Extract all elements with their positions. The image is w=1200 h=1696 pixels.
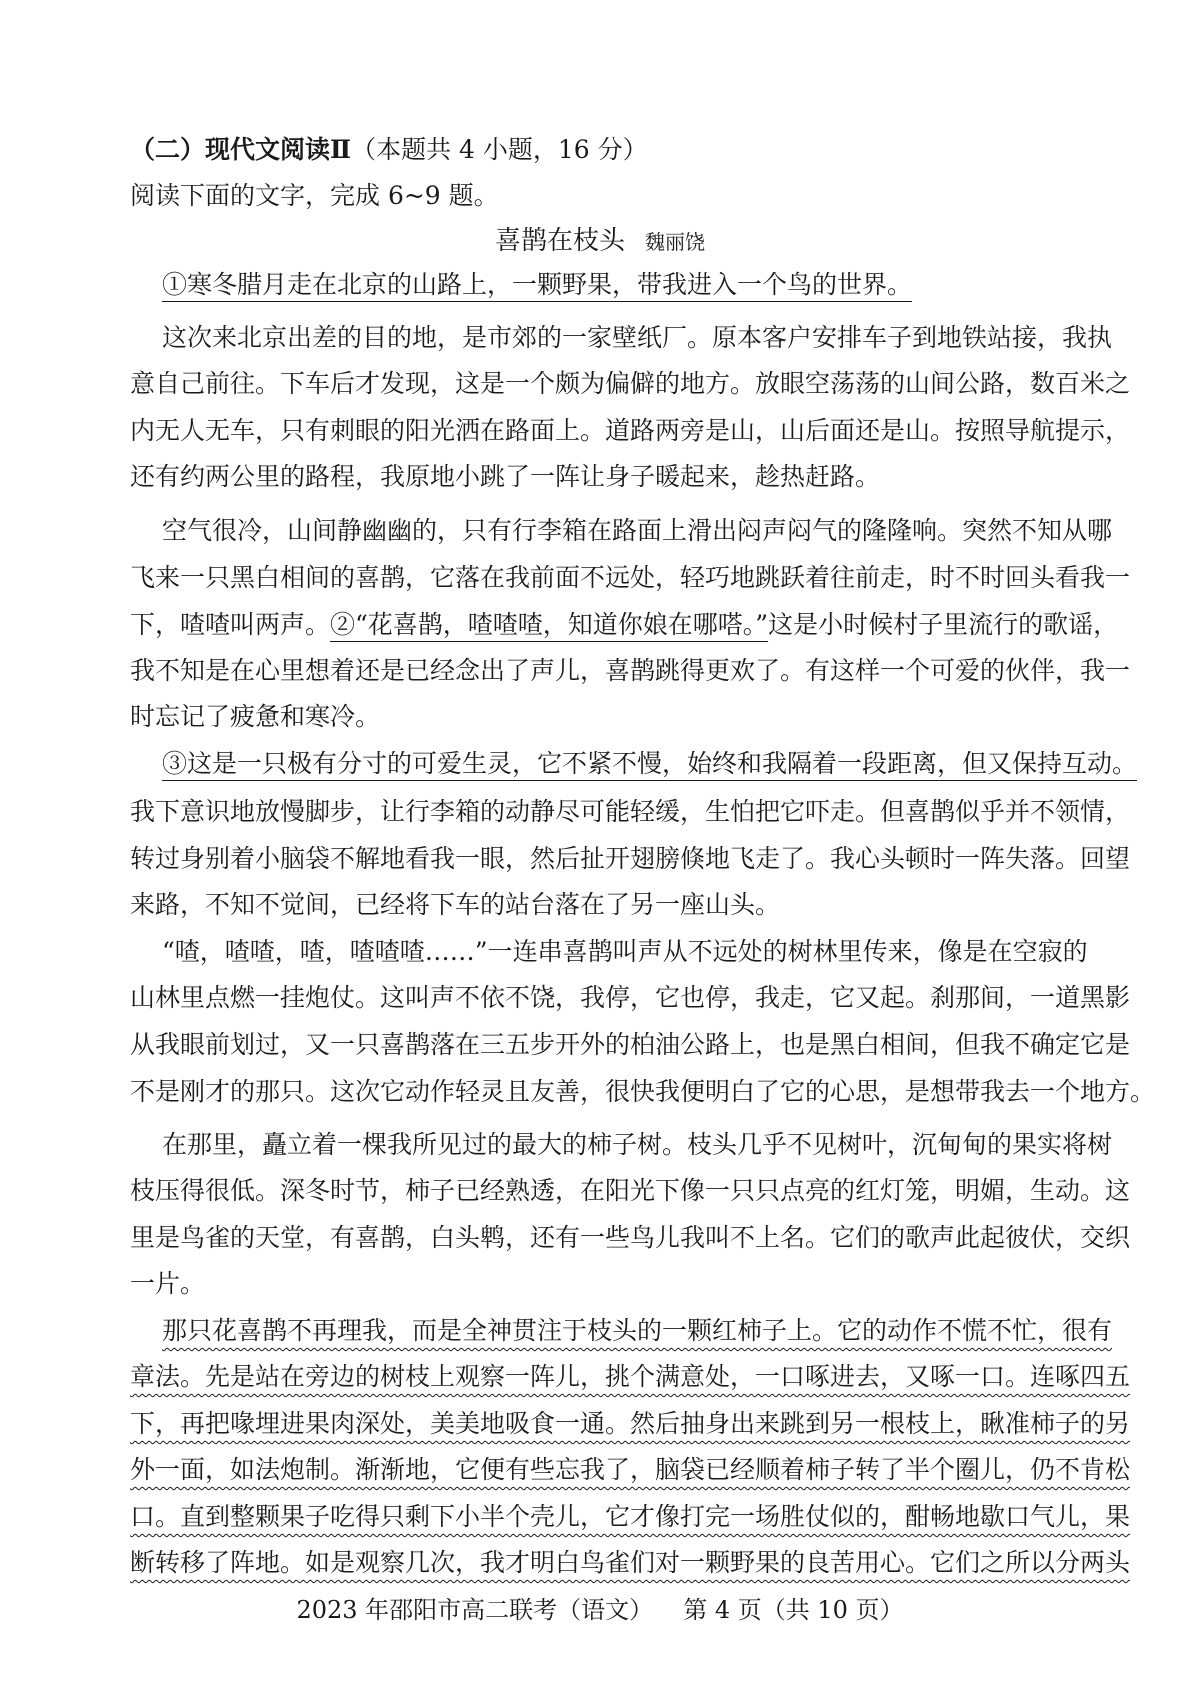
paragraph-line: 在那里，矗立着一棵我所见过的最大的柿子树。枝头几乎不见树叶，沉甸甸的果实将树 bbox=[162, 1130, 1113, 1159]
paragraph-line: “喳，喳喳，喳，喳喳喳……”一连串喜鹊叫声从不远处的树林里传来，像是在空寂的 bbox=[162, 937, 1088, 966]
paragraph-line: 转过身别着小脑袋不解地看我一眼，然后扯开翅膀倏地飞走了。我心头顿时一阵失落。回望 bbox=[130, 844, 1131, 873]
article-author: 魏丽饶 bbox=[645, 230, 705, 254]
underlined-sentence-2: ②“花喜鹊，喳喳喳，知道你娘在哪嗒。” bbox=[330, 610, 769, 639]
paragraph-line bbox=[162, 268, 1070, 302]
wavy-underlined-text: 断转移了阵地。如是观察几次，我才明白鸟雀们对一颗野果的良苦用心。它们之所以分两头 bbox=[130, 1548, 1131, 1577]
section-note: （本题共 4 小题，16 分） bbox=[351, 135, 648, 164]
section-label: （二）现代文阅读Ⅱ bbox=[130, 135, 352, 164]
wavy-underlined-text: 那只花喜鹊不再理我，而是全神贯注于枝头的一颗红柿子上。它的动作不慌不忙，很有 bbox=[162, 1316, 1113, 1345]
paragraph-line: 来路，不知不觉间，已经将下车的站台落在了另一座山头。 bbox=[130, 890, 781, 919]
wavy-paragraph-line bbox=[162, 1314, 1113, 1348]
paragraph-line: 我下意识地放慢脚步，让行李箱的动静尽可能轻缓，生怕把它吓走。但喜鹊似乎并不领情， bbox=[130, 797, 1131, 826]
wavy-underlined-text: 下，再把喙埋进果肉深处，美美地吸食一通。然后抽身出来跳到另一根枝上，瞅准柿子的另 bbox=[130, 1409, 1131, 1438]
text-segment: 下，喳喳叫两声。 bbox=[130, 610, 331, 639]
wavy-underlined-text: 口。直到整颗果子吃得只剩下小半个壳儿，它才像打完一场胜仗似的，酣畅地歇口气儿，果 bbox=[130, 1502, 1131, 1531]
wavy-underlined-text: 章法。先是站在旁边的树枝上观察一阵儿，挑个满意处，一口啄进去，又啄一口。连啄四五 bbox=[130, 1362, 1131, 1391]
paragraph-line: 飞来一只黑白相间的喜鹊，它落在我前面不远处，轻巧地跳跃着往前走，时不时回头看我一 bbox=[130, 563, 1131, 592]
paragraph-line: 山林里点燃一挂炮仗。这叫声不依不饶，我停，它也停，我走，它又起。刹那间，一道黑影 bbox=[130, 983, 1131, 1012]
paragraph-line bbox=[130, 608, 1119, 642]
paragraph-line: 枝压得很低。深冬时节，柿子已经熟透，在阳光下像一只只点亮的红灯笼，明媚，生动。这 bbox=[130, 1176, 1131, 1205]
paragraph-line: 意自己前往。下车后才发现，这是一个颇为偏僻的地方。放眼空荡荡的山间公路，数百米之 bbox=[130, 369, 1131, 398]
article-title-line bbox=[0, 224, 1200, 259]
wavy-paragraph-line bbox=[130, 1360, 1131, 1394]
underlined-sentence-1: ①寒冬腊月走在北京的山路上，一颗野果，带我进入一个鸟的世界。 bbox=[162, 270, 913, 299]
wavy-paragraph-line bbox=[130, 1407, 1131, 1441]
wavy-paragraph-line bbox=[130, 1453, 1131, 1487]
paragraph-line: 不是刚才的那只。这次它动作轻灵且友善，很快我便明白了它的心思，是想带我去一个地方。 bbox=[130, 1077, 1156, 1106]
paragraph-line: 一片。 bbox=[130, 1269, 206, 1298]
wavy-paragraph-line bbox=[130, 1546, 1131, 1580]
text-segment: 这是小时候村子里流行的歌谣， bbox=[768, 610, 1119, 639]
section-heading bbox=[130, 133, 1070, 167]
page-footer bbox=[0, 1594, 1200, 1626]
instruction: 阅读下面的文字，完成 6~9 题。 bbox=[130, 181, 499, 210]
wavy-underlined-text: 外一面，如法炮制。渐渐地，它便有些忘我了，脑袋已经顺着柿子转了半个圈儿，仍不肯松 bbox=[130, 1455, 1131, 1484]
paragraph-line: 空气很冷，山间静幽幽的，只有行李箱在路面上滑出闷声闷气的隆隆响。突然不知从哪 bbox=[162, 516, 1113, 545]
wavy-paragraph-line bbox=[130, 1500, 1131, 1534]
paragraph-line: 时忘记了疲惫和寒冷。 bbox=[130, 702, 381, 731]
paragraph-line: 这次来北京出差的目的地，是市郊的一家壁纸厂。原本客户安排车子到地铁站接，我执 bbox=[162, 323, 1113, 352]
underlined-sentence-3: ③这是一只极有分寸的可爱生灵，它不紧不慢，始终和我隔着一段距离，但又保持互动。 bbox=[162, 749, 1138, 778]
paragraph-line bbox=[162, 747, 1138, 781]
paragraph-line: 我不知是在心里想着还是已经念出了声儿，喜鹊跳得更欢了。有这样一个可爱的伙伴，我一 bbox=[130, 656, 1131, 685]
paragraph-line: 还有约两公里的路程，我原地小跳了一阵让身子暖起来，趁热赶路。 bbox=[130, 462, 881, 491]
paragraph-line: 内无人无车，只有刺眼的阳光洒在路面上。道路两旁是山，山后面还是山。按照导航提示， bbox=[130, 416, 1131, 445]
footer-exam: 2023 年邵阳市高二联考（语文） bbox=[296, 1596, 654, 1624]
paragraph-line: 里是鸟雀的天堂，有喜鹊，白头鹎，还有一些鸟儿我叫不上名。它们的歌声此起彼伏，交织 bbox=[130, 1223, 1131, 1252]
paragraph-line: 从我眼前划过，又一只喜鹊落在三五步开外的柏油公路上，也是黑白相间，但我不确定它是 bbox=[130, 1030, 1131, 1059]
article-title: 喜鹊在枝头 bbox=[494, 226, 625, 256]
footer-page-number: 第 4 页（共 10 页） bbox=[683, 1596, 904, 1624]
